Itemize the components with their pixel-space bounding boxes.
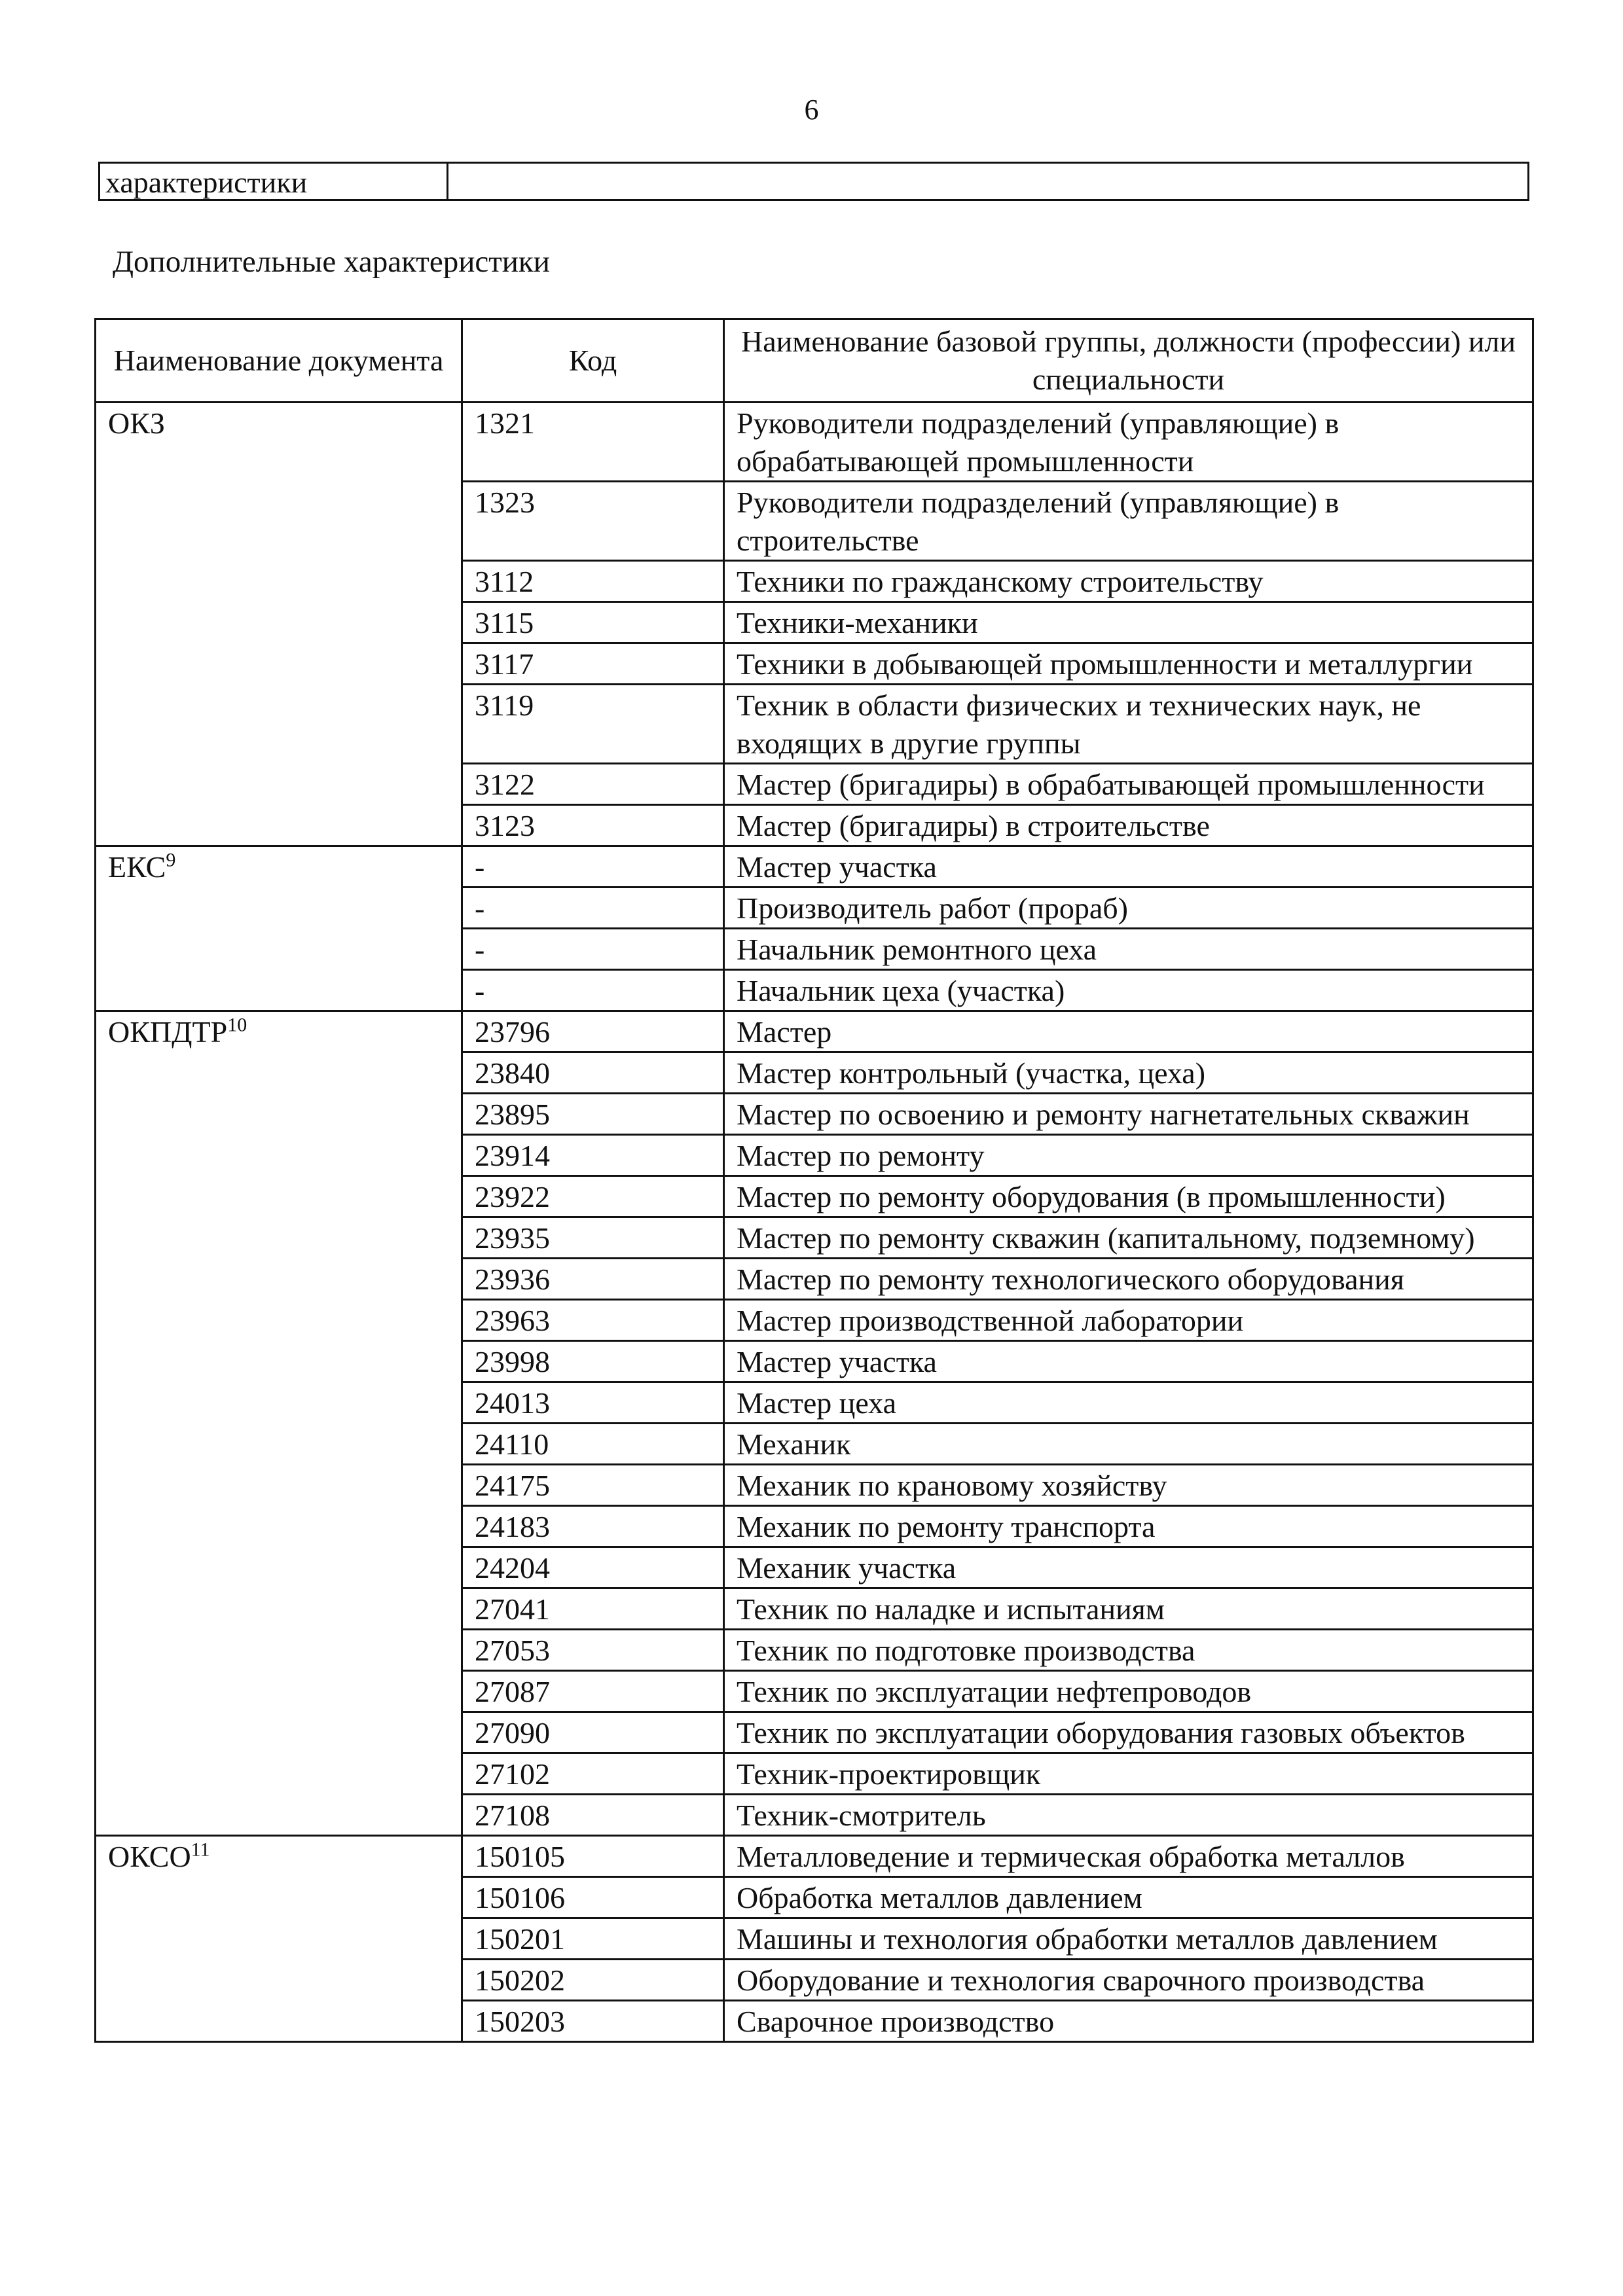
code-cell: 27108 — [462, 1795, 724, 1836]
code-cell: 23935 — [462, 1217, 724, 1259]
group-name-cell: Техники-механики — [724, 602, 1533, 643]
top-row-value — [448, 164, 1527, 199]
section-heading: Дополнительные характеристики — [113, 245, 550, 279]
code-cell: 150203 — [462, 2001, 724, 2042]
group-name-cell: Мастер контрольный (участка, цеха) — [724, 1052, 1533, 1094]
table-header-row — [96, 319, 1533, 403]
code-cell: - — [462, 888, 724, 929]
group-name-cell: Мастер производственной лаборатории — [724, 1300, 1533, 1341]
group-name-cell: Техник-проектировщик — [724, 1753, 1533, 1795]
code-cell: 1323 — [462, 482, 724, 561]
code-cell: 27102 — [462, 1753, 724, 1795]
group-name-cell: Техники по гражданскому строительству — [724, 561, 1533, 602]
code-cell: - — [462, 929, 724, 970]
group-name-cell: Механик участка — [724, 1547, 1533, 1588]
code-cell: 3117 — [462, 643, 724, 685]
document-name: ЕКС — [108, 850, 166, 884]
group-name-cell: Мастер участка — [724, 1341, 1533, 1382]
code-cell: - — [462, 846, 724, 888]
code-cell: 23840 — [462, 1052, 724, 1094]
group-name-cell: Машины и технология обработки металлов давлением — [724, 1918, 1533, 1960]
table-row — [96, 1011, 1533, 1052]
document-name: ОКСО — [108, 1840, 191, 1873]
code-cell: 3123 — [462, 805, 724, 846]
document-name: ОКПДТР — [108, 1015, 228, 1049]
group-name-cell: Механик по крановому хозяйству — [724, 1465, 1533, 1506]
group-name-cell: Техник-смотритель — [724, 1795, 1533, 1836]
header-document-name: Наименование документа — [96, 319, 462, 403]
code-cell: 23963 — [462, 1300, 724, 1341]
group-name-cell: Сварочное производство — [724, 2001, 1533, 2042]
top-table-fragment — [98, 162, 1529, 201]
code-cell: 27041 — [462, 1588, 724, 1630]
code-cell: 23922 — [462, 1176, 724, 1217]
group-name-cell: Мастер — [724, 1011, 1533, 1052]
group-name-cell: Техник по подготовке производства — [724, 1630, 1533, 1671]
group-name-cell: Руководители подразделений (управляющие) в строительстве — [724, 482, 1533, 561]
group-name-cell: Мастер цеха — [724, 1382, 1533, 1424]
top-row-label: характеристики — [100, 164, 448, 199]
group-name-cell: Обработка металлов давлением — [724, 1877, 1533, 1918]
document-name: ОКЗ — [108, 406, 165, 440]
header-group-name: Наименование базовой группы, должности (профессии) или специальности — [724, 319, 1533, 403]
characteristics-table — [94, 318, 1534, 2043]
code-cell: 3112 — [462, 561, 724, 602]
group-name-cell: Руководители подразделений (управляющие) в обрабатывающей промышленности — [724, 403, 1533, 482]
table-row — [96, 846, 1533, 888]
code-cell: 27053 — [462, 1630, 724, 1671]
group-name-cell: Металловедение и термическая обработка металлов — [724, 1836, 1533, 1877]
code-cell: 23998 — [462, 1341, 724, 1382]
code-cell: 150106 — [462, 1877, 724, 1918]
code-cell: 150201 — [462, 1918, 724, 1960]
code-cell: 24175 — [462, 1465, 724, 1506]
code-cell: 27087 — [462, 1671, 724, 1712]
code-cell: 23914 — [462, 1135, 724, 1176]
footnote-ref: 9 — [166, 849, 176, 871]
code-cell: 3115 — [462, 602, 724, 643]
group-name-cell: Мастер по ремонту — [724, 1135, 1533, 1176]
group-name-cell: Начальник ремонтного цеха — [724, 929, 1533, 970]
group-name-cell: Начальник цеха (участка) — [724, 970, 1533, 1011]
group-name-cell: Техник в области физических и технических наук, не входящих в другие группы — [724, 685, 1533, 764]
document-name-cell — [96, 1011, 462, 1836]
page-number: 6 — [804, 94, 819, 126]
code-cell: 24110 — [462, 1424, 724, 1465]
group-name-cell: Мастер по ремонту скважин (капитальному, подземному) — [724, 1217, 1533, 1259]
code-cell: 3119 — [462, 685, 724, 764]
document-name-cell — [96, 1836, 462, 2042]
header-code: Код — [462, 319, 724, 403]
code-cell: 23936 — [462, 1259, 724, 1300]
code-cell: 24013 — [462, 1382, 724, 1424]
group-name-cell: Мастер по ремонту оборудования (в промышленности) — [724, 1176, 1533, 1217]
code-cell: 23796 — [462, 1011, 724, 1052]
table-row — [96, 403, 1533, 482]
group-name-cell: Техник по наладке и испытаниям — [724, 1588, 1533, 1630]
footnote-ref: 10 — [227, 1014, 247, 1036]
code-cell: 150105 — [462, 1836, 724, 1877]
code-cell: 150202 — [462, 1960, 724, 2001]
group-name-cell: Производитель работ (прораб) — [724, 888, 1533, 929]
table-body — [96, 403, 1533, 2042]
code-cell: 27090 — [462, 1712, 724, 1753]
document-name-cell — [96, 403, 462, 846]
group-name-cell: Мастер участка — [724, 846, 1533, 888]
group-name-cell: Механик по ремонту транспорта — [724, 1506, 1533, 1547]
code-cell: 24183 — [462, 1506, 724, 1547]
code-cell: 24204 — [462, 1547, 724, 1588]
code-cell: - — [462, 970, 724, 1011]
group-name-cell: Мастер (бригадиры) в обрабатывающей промышленности — [724, 764, 1533, 805]
code-cell: 3122 — [462, 764, 724, 805]
table-row — [96, 1836, 1533, 1877]
code-cell: 1321 — [462, 403, 724, 482]
group-name-cell: Мастер по ремонту технологического оборудования — [724, 1259, 1533, 1300]
footnote-ref: 11 — [191, 1839, 210, 1861]
group-name-cell: Механик — [724, 1424, 1533, 1465]
group-name-cell: Оборудование и технология сварочного производства — [724, 1960, 1533, 2001]
code-cell: 23895 — [462, 1094, 724, 1135]
group-name-cell: Мастер по освоению и ремонту нагнетательных скважин — [724, 1094, 1533, 1135]
group-name-cell: Мастер (бригадиры) в строительстве — [724, 805, 1533, 846]
group-name-cell: Техник по эксплуатации оборудования газовых объектов — [724, 1712, 1533, 1753]
document-name-cell — [96, 846, 462, 1011]
group-name-cell: Техники в добывающей промышленности и металлургии — [724, 643, 1533, 685]
group-name-cell: Техник по эксплуатации нефтепроводов — [724, 1671, 1533, 1712]
